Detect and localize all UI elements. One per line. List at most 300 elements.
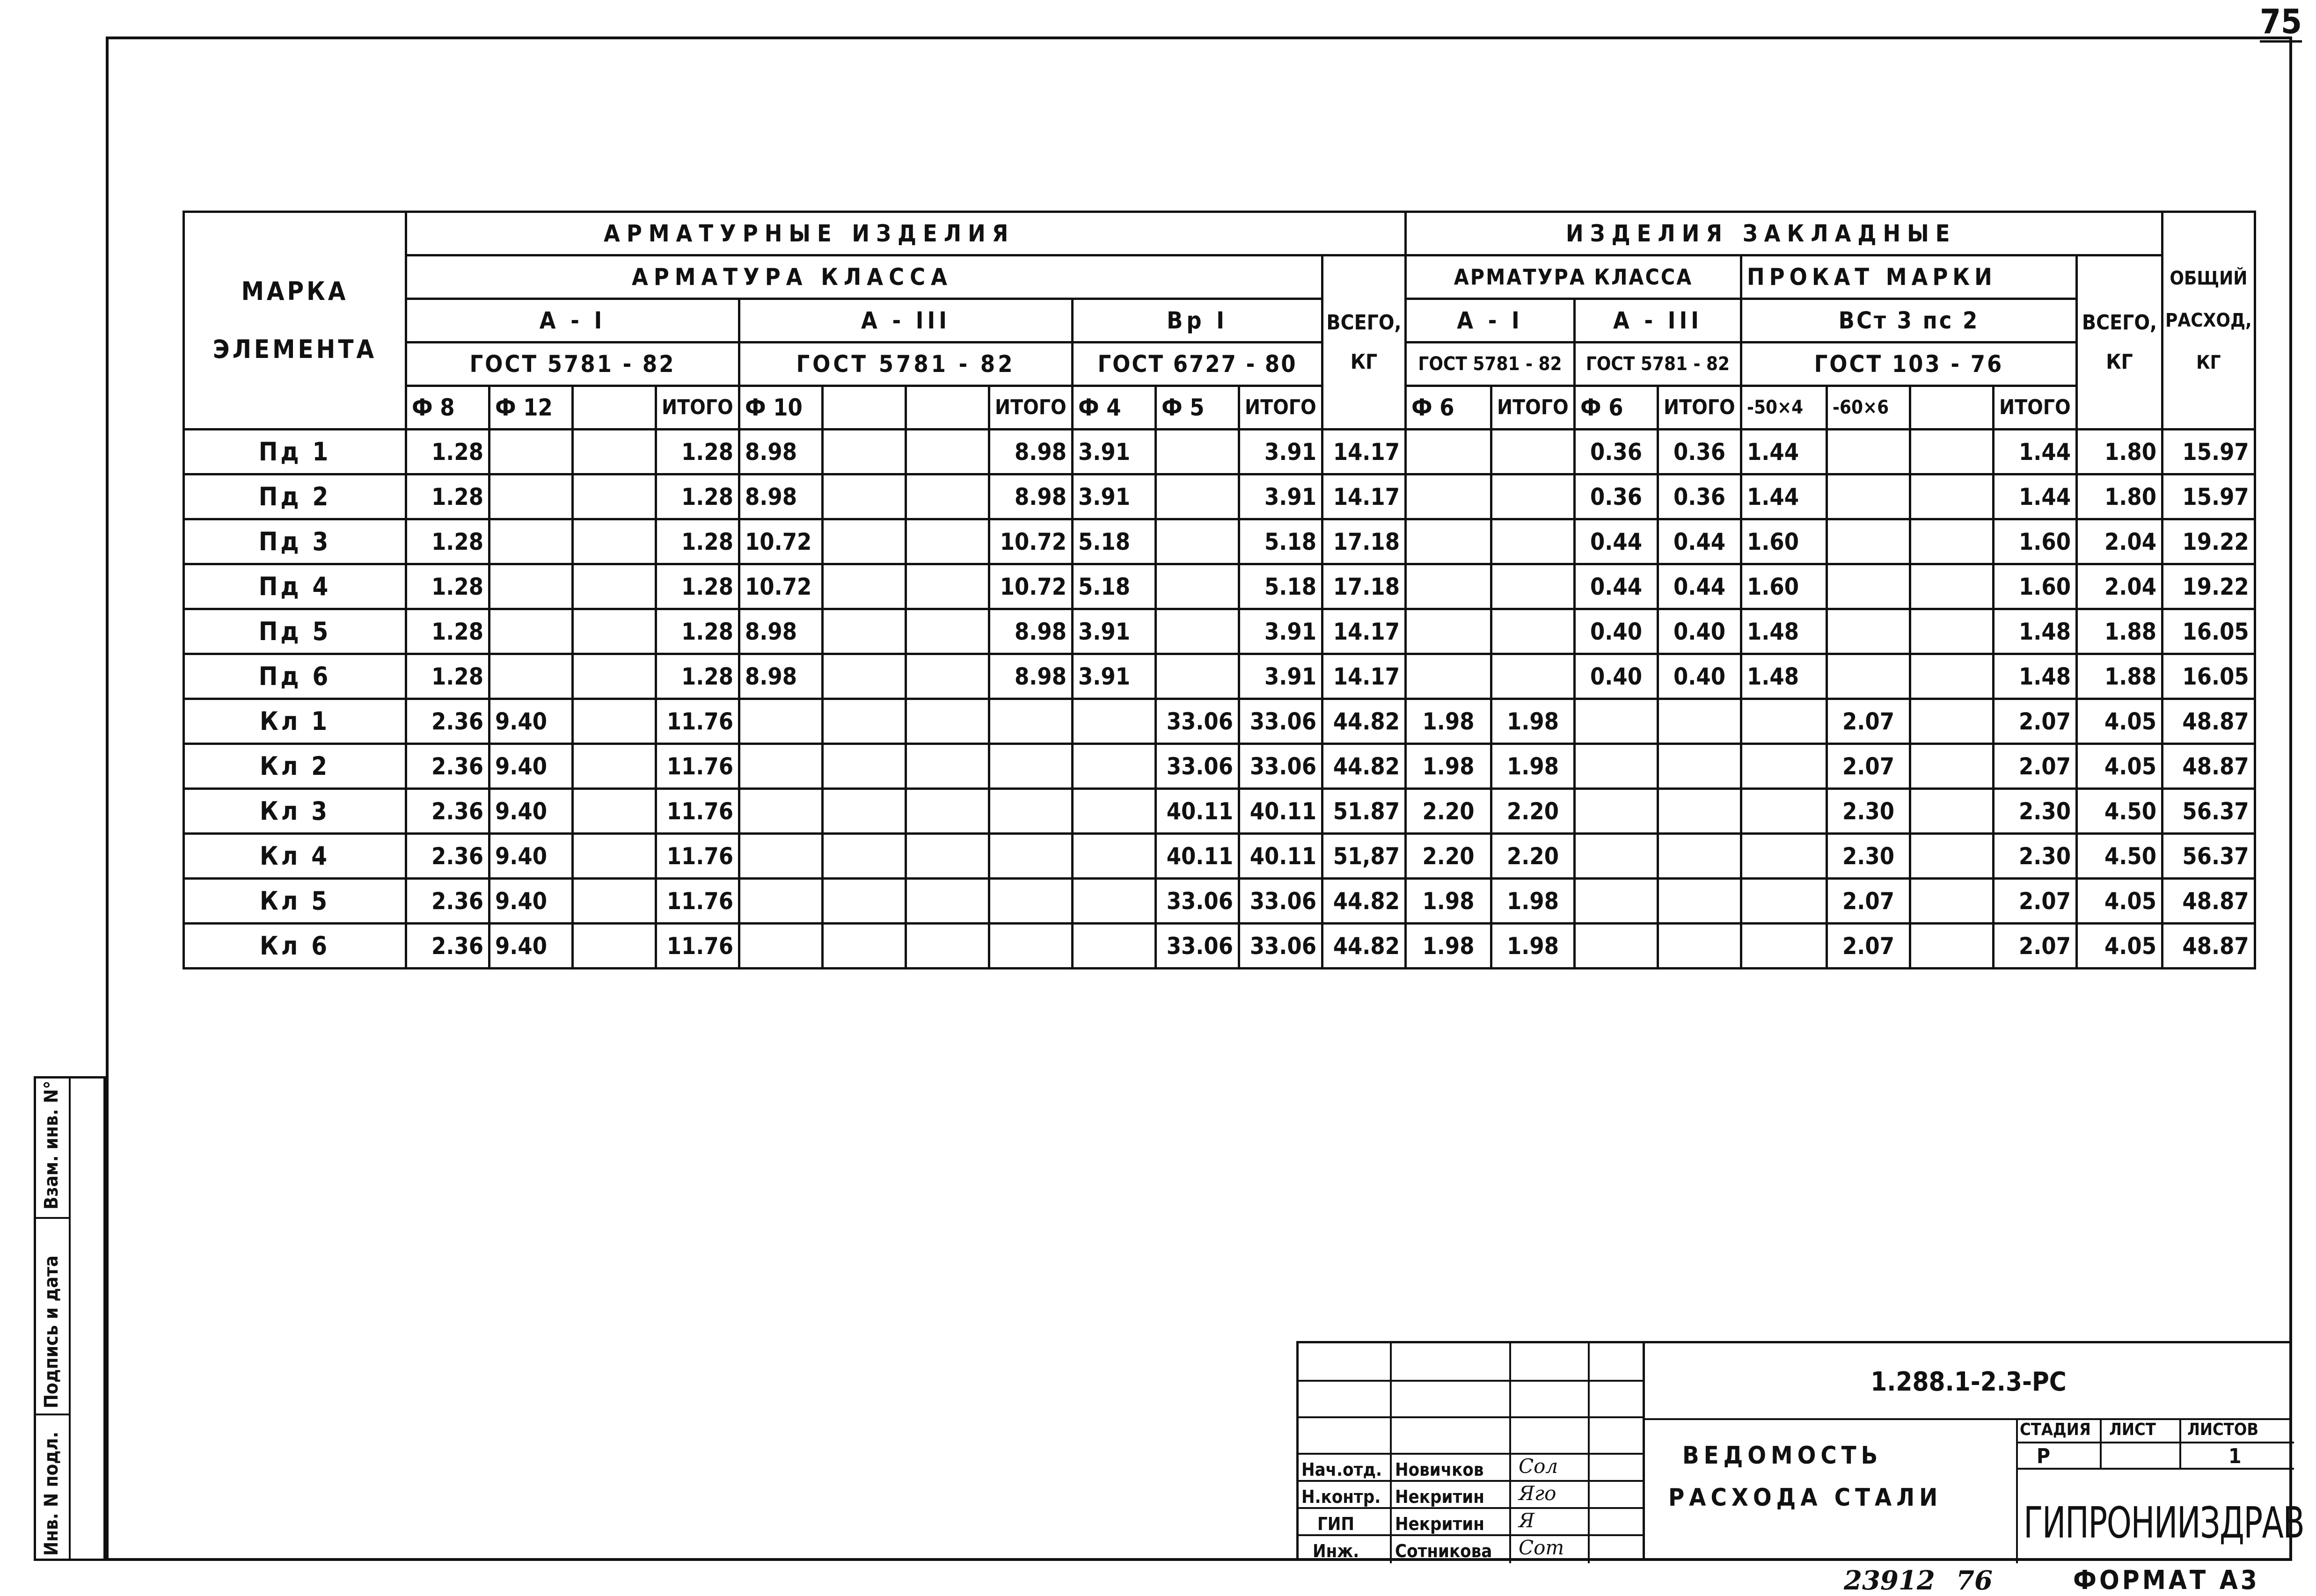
sub-a3-empty-2	[906, 386, 989, 430]
cell-a1-d8: 2.36	[406, 744, 490, 789]
sub-a1-d12: Ф 12	[490, 386, 573, 430]
cell-za3-total: 0.40	[1658, 654, 1741, 699]
name-4: Сотникова	[1395, 1541, 1492, 1561]
cell-a3-total: 10.72	[989, 519, 1073, 564]
cell-a3-d10: 8.98	[739, 654, 823, 699]
cell-obshchiy: 15.97	[2163, 430, 2255, 474]
sub-vst-empty	[1910, 386, 1994, 430]
cell-vsego: 17.18	[1322, 519, 1406, 564]
empty-cell	[1910, 430, 1994, 474]
cell-vsego: 14.17	[1322, 430, 1406, 474]
cell-a3-total	[989, 879, 1073, 924]
cell-vst-total: 1.44	[1994, 474, 2077, 519]
gost-a3: ГОСТ 5781 - 82	[739, 343, 1073, 386]
cell-mark: Кл 4	[184, 834, 406, 879]
empty-cell	[1910, 834, 1994, 879]
cell-a1-d12: 9.40	[490, 879, 573, 924]
tb-col-line-1	[1390, 1343, 1392, 1563]
cell-vst-60	[1827, 654, 1910, 699]
gost-bp1: ГОСТ 6727 - 80	[1073, 343, 1322, 386]
table-row	[184, 699, 2255, 744]
signature-3: Я	[1519, 1509, 1534, 1532]
empty-cell	[906, 879, 989, 924]
empty-cell	[573, 699, 656, 744]
list-label: ЛИСТ	[2109, 1420, 2156, 1439]
cell-bp-total: 3.91	[1239, 654, 1322, 699]
cell-vst-50	[1741, 879, 1827, 924]
tb-empty-row-1	[1299, 1343, 1645, 1382]
cell-bp-d5: 33.06	[1156, 879, 1239, 924]
table-row	[184, 430, 2255, 474]
cell-bp-d4	[1073, 744, 1156, 789]
sub-a1-total: ИТОГО	[656, 386, 739, 430]
cell-mark: Пд 1	[184, 430, 406, 474]
side-stamp-inv: Инв. N подл.	[41, 1431, 62, 1556]
cell-a1-total: 11.76	[656, 744, 739, 789]
cell-z-vsego: 1.80	[2077, 430, 2163, 474]
cell-bp-d5	[1156, 430, 1239, 474]
cell-za1-d6: 1.98	[1406, 699, 1491, 744]
cell-z-vsego: 4.50	[2077, 789, 2163, 834]
cell-a1-d12: 9.40	[490, 789, 573, 834]
stadiya-value: Р	[2037, 1444, 2051, 1468]
cell-obshchiy: 19.22	[2163, 564, 2255, 609]
tb-code-row	[1645, 1343, 2292, 1420]
cell-vsego: 17.18	[1322, 564, 1406, 609]
cell-bp-d4: 5.18	[1073, 519, 1156, 564]
steel-consumption-table	[183, 211, 2256, 969]
header-marka	[184, 212, 406, 430]
table-row	[184, 519, 2255, 564]
cell-z-vsego: 4.05	[2077, 924, 2163, 969]
empty-cell	[573, 654, 656, 699]
cell-a3-d10: 8.98	[739, 609, 823, 654]
cell-bp-total: 33.06	[1239, 879, 1322, 924]
signature-4: Сот	[1519, 1536, 1564, 1559]
cell-obshchiy: 56.37	[2163, 834, 2255, 879]
header-vsego-2	[2077, 255, 2163, 430]
cell-bp-d4	[1073, 699, 1156, 744]
cell-za1-total: 1.98	[1491, 879, 1575, 924]
cell-za3-total	[1658, 744, 1741, 789]
header-prokat-marki: ПРОКАТ МАРКИ	[1741, 255, 2077, 299]
cell-vst-50: 1.48	[1741, 609, 1827, 654]
header-obshchiy	[2163, 212, 2255, 430]
cell-za3-total	[1658, 834, 1741, 879]
side-stamp-cell-inv	[36, 1415, 69, 1559]
cell-z-vsego: 1.88	[2077, 654, 2163, 699]
header-vsego-unit: КГ	[1350, 350, 1378, 374]
cell-vst-total: 1.48	[1994, 654, 2077, 699]
cell-a1-d8: 1.28	[406, 519, 490, 564]
cell-vst-60: 2.30	[1827, 834, 1910, 879]
cell-vst-60: 2.07	[1827, 924, 1910, 969]
cell-bp-total: 40.11	[1239, 789, 1322, 834]
cell-obshchiy: 16.05	[2163, 609, 2255, 654]
cell-za1-total	[1491, 474, 1575, 519]
cell-za3-total: 0.44	[1658, 564, 1741, 609]
cell-za1-d6: 2.20	[1406, 789, 1491, 834]
cell-obshchiy: 56.37	[2163, 789, 2255, 834]
cell-a1-total: 11.76	[656, 834, 739, 879]
cell-vst-total: 1.60	[1994, 564, 2077, 609]
cell-za1-total: 1.98	[1491, 924, 1575, 969]
title-block-info	[1643, 1341, 2304, 1561]
cell-bp-d4	[1073, 924, 1156, 969]
cell-za3-total: 0.40	[1658, 609, 1741, 654]
sub-vst-60x6: -60×6	[1827, 386, 1910, 430]
sub-za1-d6: Ф 6	[1406, 386, 1491, 430]
cell-bp-d4: 3.91	[1073, 609, 1156, 654]
cell-mark: Кл 5	[184, 879, 406, 924]
cell-za1-d6	[1406, 564, 1491, 609]
cell-bp-d5	[1156, 474, 1239, 519]
role-4: Инж.	[1313, 1541, 1359, 1561]
cell-a1-d8: 2.36	[406, 789, 490, 834]
table-row	[184, 474, 2255, 519]
cell-z-vsego: 1.88	[2077, 609, 2163, 654]
document-title-2: РАСХОДА СТАЛИ	[1668, 1484, 1943, 1512]
cell-bp-d5	[1156, 609, 1239, 654]
empty-cell	[823, 430, 906, 474]
cell-z-vsego: 4.50	[2077, 834, 2163, 879]
cell-za3-d6: 0.36	[1575, 430, 1658, 474]
cell-vst-total: 2.07	[1994, 924, 2077, 969]
cell-za1-d6: 1.98	[1406, 744, 1491, 789]
side-stamp	[34, 1076, 106, 1561]
cell-za3-total: 0.36	[1658, 430, 1741, 474]
cell-bp-total: 5.18	[1239, 519, 1322, 564]
cell-vsego: 51.87	[1322, 789, 1406, 834]
empty-cell	[906, 474, 989, 519]
sub-a3-empty-1	[823, 386, 906, 430]
cell-vst-60: 2.07	[1827, 699, 1910, 744]
role-2: Н.контр.	[1301, 1487, 1381, 1507]
empty-cell	[1910, 924, 1994, 969]
cell-obshchiy: 16.05	[2163, 654, 2255, 699]
cell-a3-total	[989, 834, 1073, 879]
cell-obshchiy: 48.87	[2163, 879, 2255, 924]
cell-vst-60: 2.07	[1827, 879, 1910, 924]
cell-vsego: 44.82	[1322, 879, 1406, 924]
cell-bp-total: 33.06	[1239, 924, 1322, 969]
sub-a1-empty	[573, 386, 656, 430]
empty-cell	[1910, 564, 1994, 609]
cell-bp-total: 40.11	[1239, 834, 1322, 879]
cell-za3-d6	[1575, 879, 1658, 924]
cell-a1-d8: 2.36	[406, 924, 490, 969]
cell-a3-d10: 8.98	[739, 474, 823, 519]
empty-cell	[573, 924, 656, 969]
class-a1: А - I	[406, 299, 739, 343]
cell-za3-total	[1658, 699, 1741, 744]
cell-za1-total	[1491, 609, 1575, 654]
side-stamp-divider	[69, 1079, 71, 1559]
cell-vst-50: 1.60	[1741, 564, 1827, 609]
table-body	[184, 430, 2255, 969]
cell-a3-total	[989, 699, 1073, 744]
header-vsego-2-text: ВСЕГО,	[2082, 310, 2157, 335]
cell-za3-d6: 0.44	[1575, 564, 1658, 609]
empty-cell	[573, 474, 656, 519]
cell-z-vsego: 2.04	[2077, 519, 2163, 564]
cell-bp-d5	[1156, 564, 1239, 609]
table-row	[184, 609, 2255, 654]
sub-bp-total: ИТОГО	[1239, 386, 1322, 430]
cell-za1-total: 1.98	[1491, 699, 1575, 744]
name-3: Некритин	[1395, 1514, 1484, 1534]
listov-label: ЛИСТОВ	[2187, 1420, 2259, 1439]
cell-a3-d10	[739, 924, 823, 969]
cell-a1-d12	[490, 519, 573, 564]
cell-za1-total: 2.20	[1491, 834, 1575, 879]
gost-a1: ГОСТ 5781 - 82	[406, 343, 739, 386]
empty-cell	[906, 564, 989, 609]
cell-obshchiy: 15.97	[2163, 474, 2255, 519]
cell-a3-d10	[739, 879, 823, 924]
cell-a3-total: 8.98	[989, 609, 1073, 654]
empty-cell	[906, 744, 989, 789]
cell-a1-d8: 1.28	[406, 654, 490, 699]
cell-obshchiy: 48.87	[2163, 924, 2255, 969]
cell-a3-d10	[739, 789, 823, 834]
header-vsego-text: ВСЕГО,	[1326, 310, 1402, 335]
page-number: 75	[2260, 3, 2302, 43]
cell-za3-d6: 0.40	[1575, 609, 1658, 654]
sub-za3-d6: Ф 6	[1575, 386, 1658, 430]
table-row	[184, 744, 2255, 789]
cell-za3-d6	[1575, 834, 1658, 879]
cell-vst-50	[1741, 699, 1827, 744]
cell-vst-50: 1.60	[1741, 519, 1827, 564]
table-row	[184, 879, 2255, 924]
cell-za1-d6	[1406, 519, 1491, 564]
cell-a1-d12: 9.40	[490, 744, 573, 789]
empty-cell	[1910, 879, 1994, 924]
cell-a1-total: 1.28	[656, 654, 739, 699]
empty-cell	[1910, 519, 1994, 564]
cell-a1-d8: 2.36	[406, 879, 490, 924]
role-1: Нач.отд.	[1301, 1459, 1382, 1480]
empty-cell	[573, 430, 656, 474]
role-3: ГИП	[1317, 1514, 1355, 1534]
table-row	[184, 924, 2255, 969]
cell-obshchiy: 48.87	[2163, 699, 2255, 744]
cell-bp-total: 3.91	[1239, 609, 1322, 654]
gost-z-a1: ГОСТ 5781 - 82	[1406, 343, 1575, 386]
cell-a1-total: 11.76	[656, 879, 739, 924]
cell-vst-50	[1741, 789, 1827, 834]
empty-cell	[1910, 654, 1994, 699]
table-row	[184, 789, 2255, 834]
cell-za1-d6	[1406, 654, 1491, 699]
header-obshchiy-text: ОБЩИЙ	[2170, 268, 2248, 289]
cell-vst-60	[1827, 564, 1910, 609]
cell-a1-d12	[490, 654, 573, 699]
cell-vst-total: 1.44	[1994, 430, 2077, 474]
cell-vsego: 44.82	[1322, 699, 1406, 744]
empty-cell	[906, 699, 989, 744]
empty-cell	[906, 789, 989, 834]
cell-mark: Пд 3	[184, 519, 406, 564]
cell-za3-d6	[1575, 924, 1658, 969]
cell-za3-total: 0.44	[1658, 519, 1741, 564]
cell-a3-d10: 8.98	[739, 430, 823, 474]
sub-za1-total: ИТОГО	[1491, 386, 1575, 430]
cell-bp-d4	[1073, 879, 1156, 924]
cell-za1-d6	[1406, 609, 1491, 654]
cell-a1-total: 1.28	[656, 430, 739, 474]
document-code: 1.288.1-2.3-РС	[1870, 1367, 2067, 1397]
cell-a1-total: 1.28	[656, 564, 739, 609]
cell-vsego: 14.17	[1322, 609, 1406, 654]
cell-vst-60	[1827, 474, 1910, 519]
table-row	[184, 564, 2255, 609]
cell-za1-total	[1491, 519, 1575, 564]
cell-vsego: 14.17	[1322, 474, 1406, 519]
cell-vsego: 14.17	[1322, 654, 1406, 699]
tb-empty-row-3	[1299, 1416, 1645, 1455]
cell-vst-total: 1.60	[1994, 519, 2077, 564]
header-element-text: ЭЛЕМЕНТА	[212, 335, 377, 364]
header-armatura-klassa-2: АРМАТУРА КЛАССА	[1406, 255, 1741, 299]
cell-vst-50	[1741, 744, 1827, 789]
cell-za3-total	[1658, 879, 1741, 924]
cell-z-vsego: 2.04	[2077, 564, 2163, 609]
sub-bp-d4: Ф 4	[1073, 386, 1156, 430]
cell-a3-total: 8.98	[989, 430, 1073, 474]
sub-a3-d10: Ф 10	[739, 386, 823, 430]
cell-mark: Кл 3	[184, 789, 406, 834]
class-a3: А - III	[739, 299, 1073, 343]
cell-a3-d10	[739, 834, 823, 879]
empty-cell	[823, 609, 906, 654]
header-vsego	[1322, 255, 1406, 430]
cell-za3-total	[1658, 789, 1741, 834]
cell-a1-d12: 9.40	[490, 924, 573, 969]
archive-number: 23912	[1844, 1565, 1935, 1596]
cell-bp-total: 33.06	[1239, 744, 1322, 789]
table-row	[184, 654, 2255, 699]
title-block	[1296, 1341, 2304, 1561]
cell-bp-d5: 40.11	[1156, 789, 1239, 834]
cell-bp-d5: 33.06	[1156, 699, 1239, 744]
cell-bp-d4: 3.91	[1073, 474, 1156, 519]
cell-vst-60	[1827, 609, 1910, 654]
signature-1: Сол	[1519, 1455, 1558, 1478]
stadiya-label: СТАДИЯ	[2020, 1420, 2091, 1439]
archive-number-2: 76	[1956, 1565, 1993, 1596]
sub-vst-50x4: -50×4	[1741, 386, 1827, 430]
cell-z-vsego: 1.80	[2077, 474, 2163, 519]
cell-vst-total: 2.30	[1994, 834, 2077, 879]
cell-a1-d8: 1.28	[406, 474, 490, 519]
empty-cell	[573, 609, 656, 654]
sub-vst-total: ИТОГО	[1994, 386, 2077, 430]
cell-a3-total: 8.98	[989, 654, 1073, 699]
cell-vst-50: 1.44	[1741, 474, 1827, 519]
cell-vst-total: 2.30	[1994, 789, 2077, 834]
empty-cell	[823, 564, 906, 609]
cell-a3-total	[989, 924, 1073, 969]
tb-stage-area	[2016, 1418, 2304, 1563]
cell-a1-d8: 2.36	[406, 699, 490, 744]
class-z-a3: А - III	[1575, 299, 1741, 343]
cell-obshchiy: 19.22	[2163, 519, 2255, 564]
cell-bp-d5	[1156, 519, 1239, 564]
cell-bp-total: 3.91	[1239, 474, 1322, 519]
cell-za1-d6	[1406, 474, 1491, 519]
cell-bp-total: 33.06	[1239, 699, 1322, 744]
empty-cell	[1910, 744, 1994, 789]
tb-stage-value-row	[2018, 1443, 2294, 1470]
empty-cell	[1910, 609, 1994, 654]
header-raskhod-unit: КГ	[2196, 352, 2221, 373]
empty-cell	[573, 744, 656, 789]
cell-bp-d5: 40.11	[1156, 834, 1239, 879]
cell-bp-d5: 33.06	[1156, 744, 1239, 789]
empty-cell	[573, 879, 656, 924]
empty-cell	[1910, 699, 1994, 744]
sub-za3-total: ИТОГО	[1658, 386, 1741, 430]
cell-bp-d4	[1073, 834, 1156, 879]
empty-cell	[573, 789, 656, 834]
empty-cell	[906, 430, 989, 474]
cell-a1-d12	[490, 564, 573, 609]
title-block-signatures	[1296, 1341, 1643, 1561]
empty-cell	[573, 519, 656, 564]
side-stamp-cell-vzam	[36, 1079, 69, 1219]
empty-cell	[573, 834, 656, 879]
cell-za1-total	[1491, 564, 1575, 609]
cell-vst-60: 2.07	[1827, 744, 1910, 789]
cell-a1-d12: 9.40	[490, 834, 573, 879]
empty-cell	[1910, 789, 1994, 834]
cell-a3-d10	[739, 699, 823, 744]
name-2: Некритин	[1395, 1487, 1484, 1507]
empty-cell	[573, 564, 656, 609]
cell-bp-d4: 3.91	[1073, 430, 1156, 474]
cell-mark: Пд 6	[184, 654, 406, 699]
cell-a1-total: 11.76	[656, 699, 739, 744]
cell-za3-d6: 0.44	[1575, 519, 1658, 564]
empty-cell	[906, 924, 989, 969]
cell-a3-d10: 10.72	[739, 519, 823, 564]
cell-a1-d12	[490, 609, 573, 654]
empty-cell	[823, 744, 906, 789]
header-armatura-klassa: АРМАТУРА КЛАССА	[406, 255, 1322, 299]
table-row	[184, 834, 2255, 879]
cell-z-vsego: 4.05	[2077, 744, 2163, 789]
cell-vsego: 44.82	[1322, 744, 1406, 789]
empty-cell	[823, 519, 906, 564]
cell-vst-60	[1827, 519, 1910, 564]
cell-vst-total: 2.07	[1994, 879, 2077, 924]
cell-a3-d10: 10.72	[739, 564, 823, 609]
empty-cell	[906, 609, 989, 654]
empty-cell	[906, 654, 989, 699]
signature-2: Яго	[1519, 1482, 1556, 1505]
cell-mark: Кл 2	[184, 744, 406, 789]
empty-cell	[823, 924, 906, 969]
cell-vst-total: 2.07	[1994, 744, 2077, 789]
cell-za3-total: 0.36	[1658, 474, 1741, 519]
organization-name: ГИПРОНИИЗДРАВ	[2024, 1498, 2304, 1548]
cell-a3-total: 8.98	[989, 474, 1073, 519]
cell-z-vsego: 4.05	[2077, 879, 2163, 924]
cell-za3-d6	[1575, 789, 1658, 834]
cell-za3-d6	[1575, 699, 1658, 744]
